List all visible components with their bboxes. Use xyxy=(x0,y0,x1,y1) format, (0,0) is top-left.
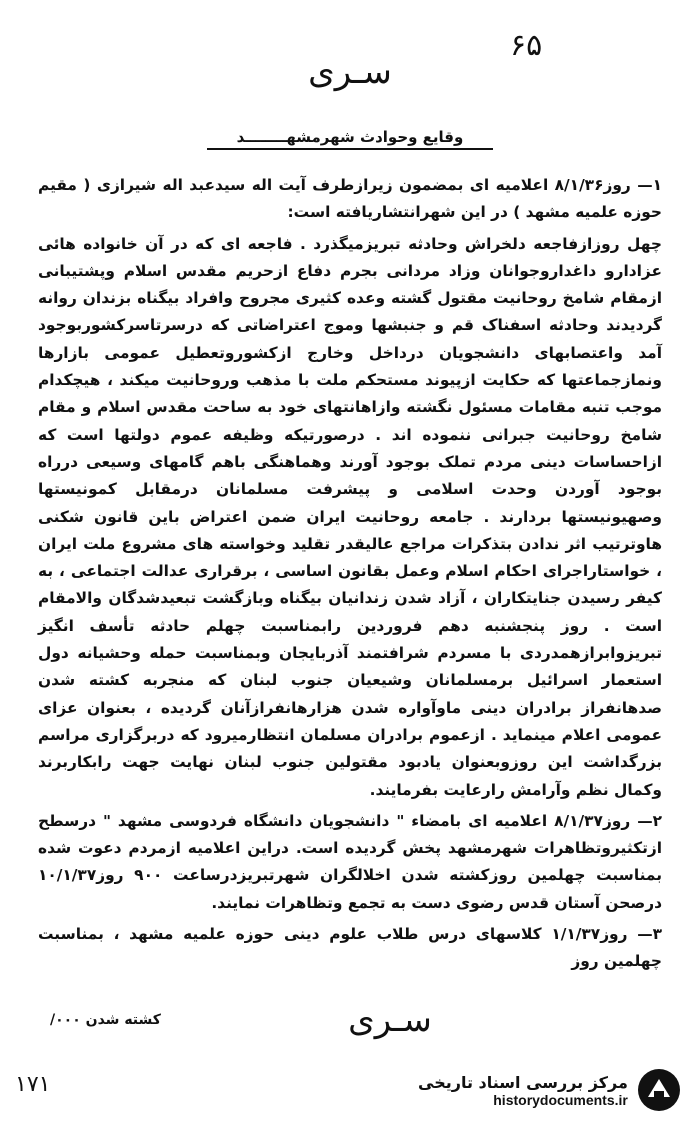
classification-stamp-bottom: سـری xyxy=(348,1000,432,1040)
archive-logo-icon xyxy=(636,1067,682,1113)
document-body xyxy=(38,172,662,980)
paragraph-1: ۱— روز۸/۱/۳۶ اعلامیه ای بمضمون زیرازطرف آیت اله سیدعبد اله شیرازی ( مقیم حوزه علمیه مشهد ) در این شهرانتشاریافته است: xyxy=(38,176,662,222)
paragraph-3: ۲— روز۸/۱/۳۷ اعلامیه ای بامضاء " دانشجویان دانشگاه فردوسی مشهد " درسطح ازتکثیروتظاهرات شهرمشهد پخش گردیده است. دراین اعلامیه ازمردم دعوت شده بمناسبت چهلمین روزکشته شدن اخلالگران شهرتبریزدرساعت ۹۰۰ روز۱۰/۱/۳۷ درصحن آستان قدس رضوی دست به تجمع وتظاهرات نمایند. xyxy=(38,811,662,912)
archive-watermark xyxy=(418,1062,690,1118)
document-title xyxy=(0,128,700,146)
watermark-text xyxy=(418,1073,628,1108)
watermark-url: historydocuments.ir xyxy=(493,1091,628,1108)
classification-stamp-top: سـری xyxy=(308,52,392,92)
page-number: ۶۵ xyxy=(510,28,543,63)
footer-continuation: کشته شدن ۰۰۰/ xyxy=(50,1012,161,1028)
paragraph-4: ۳— روز۱/۱/۳۷ کلاسهای درس طلاب علوم دینی حوزه علمیه مشهد ، بمناسبت چهلمین روز xyxy=(38,925,662,971)
handwritten-margin-mark: ۱۷۱ xyxy=(15,1072,51,1097)
document-title-text: وقایع وحوادث شهرمشهــــــــد xyxy=(207,128,494,150)
paragraph-2: چهل روزازفاجعه دلخراش وحادثه تبریزمیگذرد . فاجعه ای که در آن خانواده هائی عزادارو داغداروجوانان وزاد مردانی بجرم دفاع ازحریم مقدس اسلام وپشتیبانی ازمقام شامخ روحانیت مقتول گشته وعده کثیری مجروح وافراد بیگناه بزندان روانه گردیدند وحادثه اسفناک قم و جنبشها وموج اعتراضاتی که درسرتاسرکشوربوجود آمد واعتصابهای دانشجویان درداخل وخارج ازکشوروتعطیل عمومی بازارها ونمازجماعتها که حکایت ازپیوند مستحکم ملت با مذهب وروحانیت میکند ، هیچکدام موجب تنبه مقامات مسئول نگشته وازاهانتهای خود به ساحت مقدس اسلام و مقام شامخ روحانیت جبرانی ننموده اند . درصورتیکه وظیفه عموم دولتها است که ازاحساسات دینی مردم تملک بوجود آورند وهماهنگی باهم گامهای وسیعی درراه بوجود آوردن وحدت اسلامی و پیشرفت مسلمانان درمقابل کمونیستها وصهیونیستها بردارند . جامعه روحانیت ایران ضمن اعتراض باین قانون شکنی هاوترتیب اثر ندادن بتذکرات مراجع عالیقدر تقلید وخواسته های مشروع ملت ایران ، خواستاراجرای احکام اسلام وعمل بقانون اساسی ، برقراری عدالت اجتماعی ، به کیفر رسیدن جنایتکاران ، آزاد شدن زندانیان بیگناه وبازگشت تبعیدشدگان والامقام است . روز پنجشنبه دهم فروردین رابمناسبت چهلم حادثه تأسف انگیز تبریزوابرازهمدردی با مسردم شرافتمند آذربایجان وبمناسبت حمله وحشیانه دول استعمار اسرائیل برمسلمانان وشیعیان جنوب لبنان که منجربه کشته شدن صدهانفراز برادران دینی ماوآواره شدن هزارهانفرازآنان گردیده ، بعنوان عزای عمومی اعلام مینماید . ازعموم برادران مسلمان انتظارمیرود که دربرگزاری مراسم بزرگداشت این روزوبعنوان یادبود مقتولین جنوب لبنان نهایت جهت رابکاربرند وکمال نظم وآرامش رارعایت بفرمایند. xyxy=(38,234,662,799)
watermark-title: مرکز بررسی اسناد تاریخی xyxy=(418,1072,628,1092)
